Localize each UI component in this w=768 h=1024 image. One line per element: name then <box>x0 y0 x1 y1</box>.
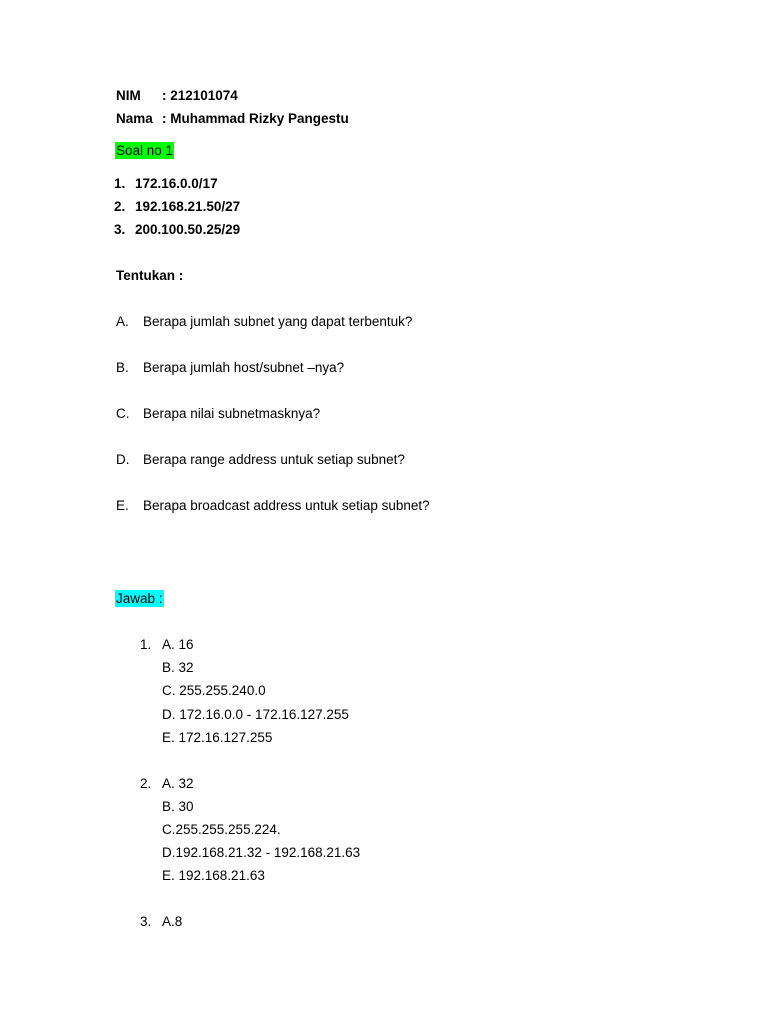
nama-label: Nama <box>116 111 153 126</box>
answer-3-line-a: A.8 <box>162 914 183 929</box>
answer-2-line-d: D.192.168.21.32 - 192.168.21.63 <box>162 845 361 860</box>
tentukan-item-a-letter: A. <box>116 314 129 329</box>
tentukan-item-b-letter: B. <box>116 360 129 375</box>
soal-item-3-num: 3. <box>114 222 126 237</box>
jawab-title-highlight: Jawab : <box>116 591 163 606</box>
answer-1-line-a: A. 16 <box>162 637 194 652</box>
answer-1-line-c: C. 255.255.240.0 <box>162 683 266 698</box>
tentukan-item-a-text: Berapa jumlah subnet yang dapat terbentuk? <box>143 314 413 329</box>
answer-1-num: 1. <box>140 637 152 652</box>
nama-value: : Muhammad Rizky Pangestu <box>162 111 349 126</box>
answer-2-line-b: B. 30 <box>162 799 194 814</box>
nim-value: : 212101074 <box>162 88 238 103</box>
soal-item-1-num: 1. <box>114 176 126 191</box>
answer-1-line-d: D. 172.16.0.0 - 172.16.127.255 <box>162 707 349 722</box>
answer-2-line-e: E. 192.168.21.63 <box>162 868 265 883</box>
soal-item-1-text: 172.16.0.0/17 <box>135 176 218 191</box>
tentukan-item-c-letter: C. <box>116 406 130 421</box>
soal-item-2-num: 2. <box>114 199 126 214</box>
answer-2-num: 2. <box>140 776 152 791</box>
tentukan-item-b-text: Berapa jumlah host/subnet –nya? <box>143 360 345 375</box>
answer-3-num: 3. <box>140 914 152 929</box>
answer-2-line-a: A. 32 <box>162 776 194 791</box>
nim-label: NIM <box>116 88 141 103</box>
answer-1-line-b: B. 32 <box>162 660 194 675</box>
answer-1-line-e: E. 172.16.127.255 <box>162 730 273 745</box>
answer-2-line-c: C.255.255.255.224. <box>162 822 281 837</box>
soal-title <box>115 142 174 159</box>
tentukan-item-e-text: Berapa broadcast address untuk setiap subnet? <box>143 498 430 513</box>
tentukan-item-d-letter: D. <box>116 452 130 467</box>
soal-item-3-text: 200.100.50.25/29 <box>135 222 241 237</box>
tentukan-item-d-text: Berapa range address untuk setiap subnet? <box>143 452 405 467</box>
tentukan-item-e-letter: E. <box>116 498 129 513</box>
jawab-title <box>115 590 164 607</box>
soal-title-highlight: Soal no 1 <box>116 143 174 158</box>
soal-item-2-text: 192.168.21.50/27 <box>135 199 241 214</box>
tentukan-heading: Tentukan : <box>116 268 184 283</box>
tentukan-item-c-text: Berapa nilai subnetmasknya? <box>143 406 321 421</box>
